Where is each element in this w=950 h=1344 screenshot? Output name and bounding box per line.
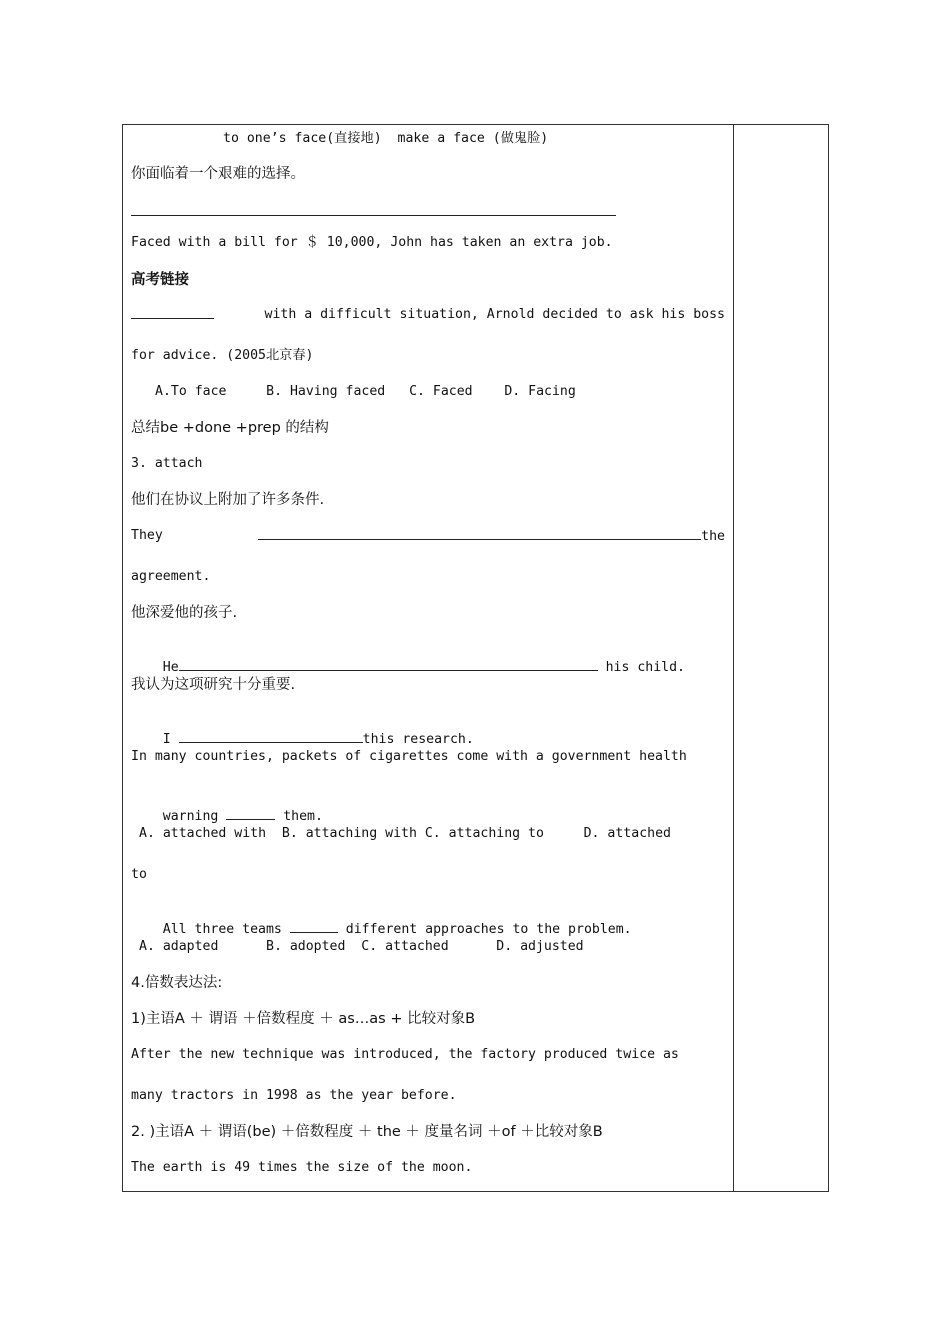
- fill-blank-they-cont: agreement.: [131, 569, 211, 584]
- translation-prompt-3: 他深爱他的孩子.: [131, 605, 238, 621]
- question-cigarettes-stem-cont: warning them.: [162, 809, 323, 824]
- translation-prompt-1: 你面临着一个艰难的选择。: [131, 166, 305, 182]
- fill-blank-he: He his child.: [162, 660, 685, 675]
- question-face-options: A.To face B. Having faced C. Faced D. Facing: [155, 384, 576, 399]
- question-cigarettes-options-cont: to: [131, 867, 147, 882]
- translation-prompt-4: 我认为这项研究十分重要.: [131, 677, 296, 693]
- section-heading-gaokao: 高考链接: [131, 272, 189, 288]
- example-sentence-faced: Faced with a bill for ＄ 10,000, John has taken an extra job.: [131, 235, 613, 250]
- question-teams-stem: All three teams different approaches to the problem.: [162, 922, 632, 937]
- fill-blank-i: I this research.: [162, 732, 474, 747]
- answer-blank: [226, 807, 275, 820]
- fill-blank-they: They the: [131, 528, 725, 544]
- translation-prompt-2: 他们在协议上附加了许多条件.: [131, 492, 325, 508]
- answer-blank: [179, 658, 598, 671]
- question-face-stem: with a difficult situation, Arnold decided to ask his boss: [131, 306, 725, 324]
- question-teams-options: A. adapted B. adopted C. attached D. adjusted: [139, 939, 584, 954]
- question-face-stem-cont: for advice. (2005北京春): [131, 348, 314, 363]
- question-cigarettes-stem: In many countries, packets of cigarettes come with a government health: [131, 749, 687, 764]
- item-heading-multiples: 4.倍数表达法:: [131, 975, 223, 991]
- pattern-1: 1)主语A ＋ 谓语 ＋倍数程度 ＋ as…as + 比较对象B: [131, 1011, 476, 1027]
- answer-blank-line: [131, 215, 616, 216]
- example-earth-moon: The earth is 49 times the size of the moon.: [131, 1160, 473, 1175]
- example-tractors: After the new technique was introduced, the factory produced twice as: [131, 1047, 679, 1062]
- answer-blank: [258, 527, 701, 540]
- summary-note: 总结be +done +prep 的结构: [131, 420, 329, 436]
- table-column-divider: [733, 124, 734, 1192]
- example-tractors-cont: many tractors in 1998 as the year before.: [131, 1088, 457, 1103]
- question-cigarettes-options: A. attached with B. attaching with C. attaching to D. attached: [139, 826, 671, 841]
- item-heading-attach: 3. attach: [131, 456, 203, 471]
- question-blank: [131, 306, 214, 319]
- answer-blank: [179, 730, 363, 743]
- face-phrases: to one’s face(直接地) make a face (做鬼脸): [223, 131, 549, 146]
- pattern-2: 2. )主语A ＋ 谓语(be) ＋倍数程度 ＋ the ＋ 度量名词 ＋of ＋比较对象B: [131, 1124, 603, 1140]
- answer-blank: [290, 920, 338, 933]
